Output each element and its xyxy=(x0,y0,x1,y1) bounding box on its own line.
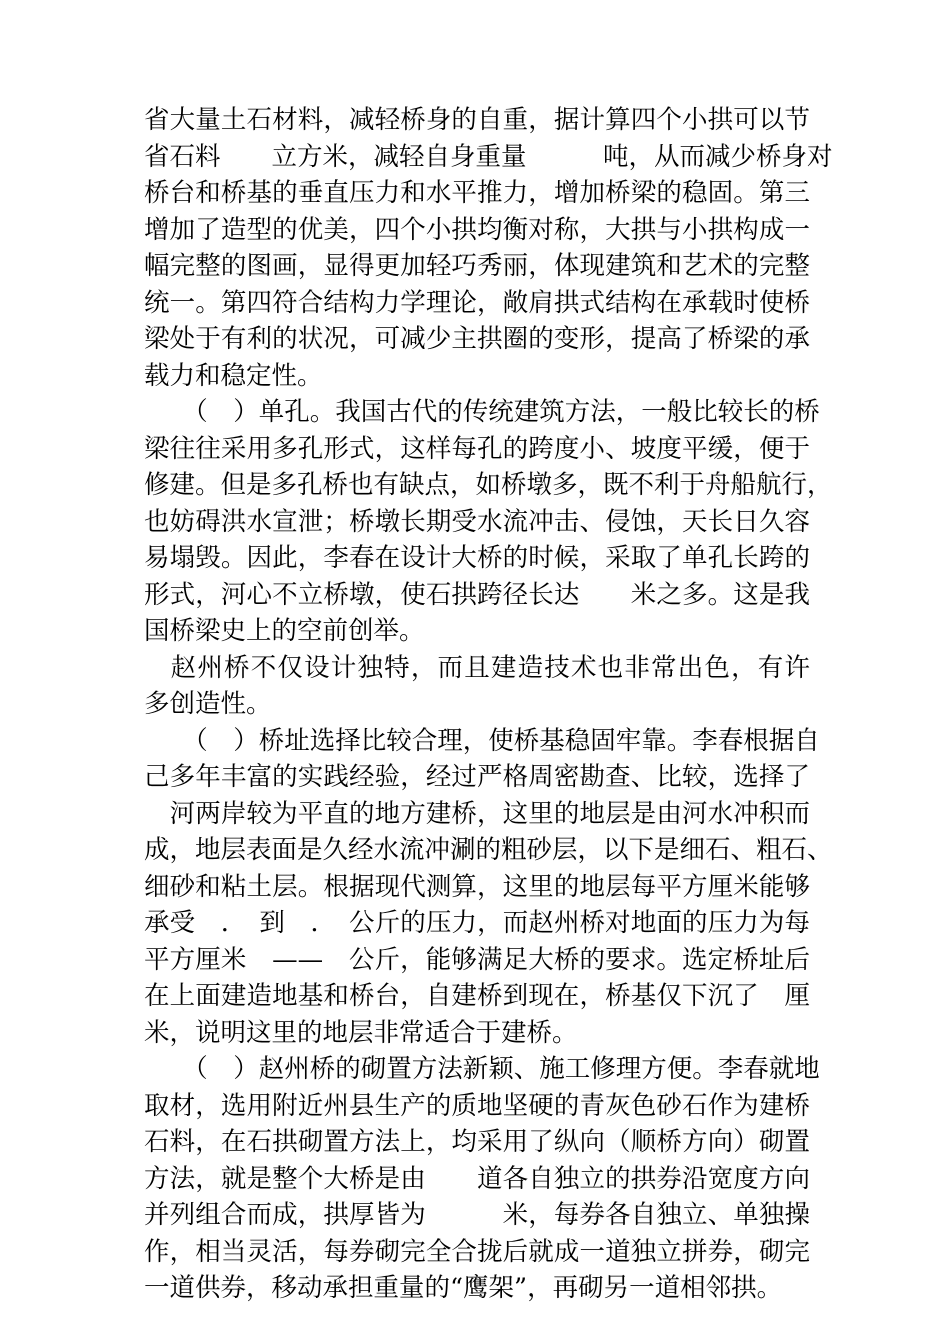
text-line: 在上面建造地基和桥台，自建桥到现在，桥基仅下沉了 厘 xyxy=(144,981,810,1011)
text-line: 幅完整的图画，显得更加轻巧秀丽，体现建筑和艺术的完整 xyxy=(144,251,810,281)
text-line: 承受 ． 到 ． 公斤的压力，而赵州桥对地面的压力为每 xyxy=(144,908,810,938)
text-line: 赵州桥不仅设计独特，而且建造技术也非常出色，有许 xyxy=(144,652,810,683)
text-line: 载力和稳定性。 xyxy=(144,360,323,391)
text-line: 梁往往采用多孔形式，这样每孔的跨度小、坡度平缓，便于 xyxy=(144,433,810,464)
text-line: 形式，河心不立桥墩，使石拱跨径长达 米之多。这是我 xyxy=(144,579,810,610)
text-line: 统一。第四符合结构力学理论，敞肩拱式结构在承载时使桥 xyxy=(144,287,810,318)
text-line: 梁处于有利的状况，可减少主拱圈的变形，提高了桥梁的承 xyxy=(144,324,810,354)
text-line: 易塌毁。因此，李春在设计大桥的时候，采取了单孔长跨的 xyxy=(144,543,810,573)
text-line: 米，说明这里的地层非常适合于建桥。 xyxy=(144,1017,578,1048)
text-line: 国桥梁史上的空前创举。 xyxy=(144,616,425,646)
text-line: 省石料 立方米，减轻自身重量 吨，从而减少桥身对 xyxy=(144,141,833,172)
text-line: 桥台和桥基的垂直压力和水平推力，增加桥梁的稳固。第三 xyxy=(144,178,810,208)
text-line: 方法，就是整个大桥是由 道各自独立的拱券沿宽度方向 xyxy=(144,1163,810,1194)
text-line: 己多年丰富的实践经验，经过严格周密勘查、比较，选择了 xyxy=(144,762,810,792)
text-line: 并列组合而成，拱厚皆为 米，每券各自独立、单独操 xyxy=(144,1200,810,1230)
text-line: 一道供券，移动承担重量的“鹰架”，再砌另一道相邻拱。 xyxy=(144,1273,783,1303)
text-line: 修建。但是多孔桥也有缺点，如桥墩多，既不利于舟船航行， xyxy=(144,470,833,500)
text-line: 取材，选用附近州县生产的质地坚硬的青灰色砂石作为建桥 xyxy=(144,1090,810,1121)
text-line: 石料，在石拱砌置方法上，均采用了纵向（顺桥方向）砌置 xyxy=(144,1127,810,1157)
text-line: （ ）桥址选择比较合理，使桥基稳固牢靠。李春根据自 xyxy=(144,725,820,756)
text-line: 成，地层表面是久经水流冲涮的粗砂层，以下是细石、粗石、 xyxy=(144,835,833,865)
text-line: 增加了造型的优美，四个小拱均衡对称，大拱与小拱构成一 xyxy=(144,214,810,245)
text-line: 省大量土石材料，减轻桥身的自重，据计算四个小拱可以节 xyxy=(144,105,810,135)
text-line: 平方厘米 —— 公斤，能够满足大桥的要求。选定桥址后 xyxy=(144,944,810,975)
text-line: 也妨碍洪水宣泄；桥墩长期受水流冲击、侵蚀，天长日久容 xyxy=(144,506,810,537)
text-line: （ ）单孔。我国古代的传统建筑方法，一般比较长的桥 xyxy=(144,397,820,427)
text-line: 多创造性。 xyxy=(144,689,272,719)
body-text xyxy=(144,102,833,1307)
text-line: 作，相当灵活，每券砌完全合拢后就成一道独立拼券，砌完 xyxy=(144,1236,810,1267)
text-line: （ ）赵州桥的砌置方法新颖、施工修理方便。李春就地 xyxy=(144,1054,820,1084)
text-line: 河两岸较为平直的地方建桥，这里的地层是由河水冲积而 xyxy=(144,798,810,829)
text-line: 细砂和粘土层。根据现代测算，这里的地层每平方厘米能够 xyxy=(144,871,810,902)
